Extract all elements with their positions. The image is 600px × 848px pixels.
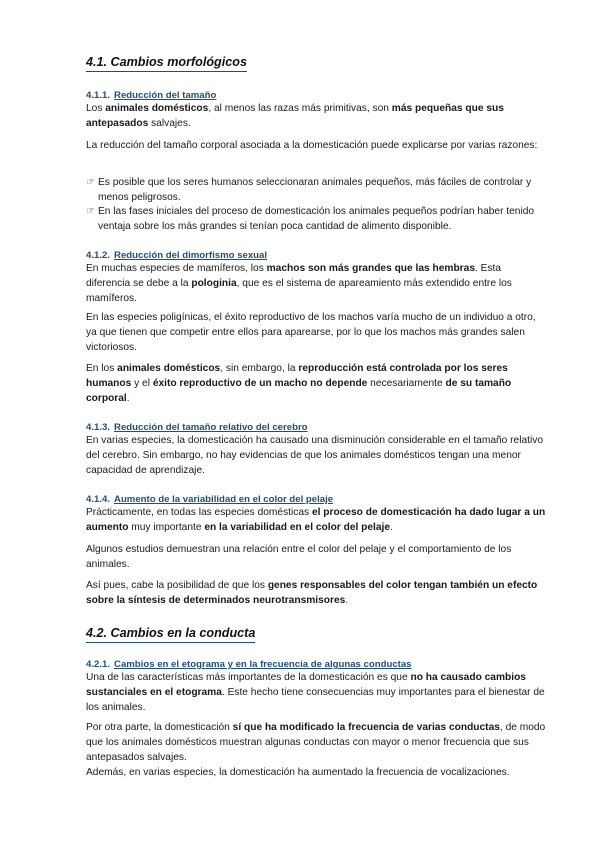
subsection-title: Reducción del tamaño	[114, 90, 217, 101]
subsection-title: Aumento de la variabilidad en el color del pelaje	[114, 494, 334, 505]
subsection-number: 4.1.1.	[86, 90, 111, 101]
list-item: ☞ Es posible que los seres humanos seleccionaran animales pequeños, más fáciles de controlar y menos peligrosos.	[86, 177, 532, 203]
subsection-title: Cambios en el etograma y en la frecuencia de algunas conductas	[114, 659, 412, 670]
paragraph: Una de las características más importantes de la domesticación es que no ha causado cambios sustanciales en el etograma. Este hecho tiene consecuencias muy importantes para el bienestar de los animales.	[86, 672, 545, 713]
subsection-title: Reducción del tamaño relativo del cerebro	[114, 422, 308, 433]
subsection-4-1-1-heading	[86, 90, 216, 101]
subsection-4-1-3-heading	[86, 422, 308, 433]
paragraph: Así pues, cabe la posibilidad de que los genes responsables del color tengan también un efecto sobre la síntesis de determinados neurotransmisores.	[86, 580, 538, 606]
pointing-hand-icon: ☞	[86, 177, 96, 188]
paragraph: En varias especies, la domesticación ha causado una disminución considerable en el tamaño relativo del cerebro. Sin embargo, no hay evidencias de que los animales domésticos tengan una menor capacidad de aprendizaje.	[86, 435, 544, 476]
subsection-title: Reducción del dimorfismo sexual	[114, 250, 268, 261]
paragraph: Algunos estudios demuestran una relación entre el color del pelaje y el comportamiento de los animales.	[86, 544, 512, 570]
paragraph: Por otra parte, la domesticación sí que ha modificado la frecuencia de varias conductas, de modo que los animales domésticos muestran algunas conductas con mayor o menor frecuencia que sus antepasados salvajes.	[86, 722, 546, 763]
pointing-hand-icon: ☞	[86, 206, 96, 217]
section-4-2-heading: 4.2. Cambios en la conducta	[86, 626, 255, 643]
section-4-1-heading: 4.1. Cambios morfológicos	[86, 55, 247, 72]
paragraph: En las especies poligínicas, el éxito reproductivo de los machos varía mucho de un individuo a otro, ya que tienen que competir entre ellos para aparearse, por lo que los machos más grandes salen victoriosos.	[86, 312, 536, 353]
paragraph: Además, en varias especies, la domesticación ha aumentado la frecuencia de vocalizaciones.	[86, 767, 510, 778]
subsection-4-2-1-heading	[86, 659, 412, 670]
subsection-number: 4.1.3.	[86, 422, 111, 433]
subsection-number: 4.2.1.	[86, 659, 111, 670]
subsection-number: 4.1.4.	[86, 494, 111, 505]
paragraph: Prácticamente, en todas las especies domésticas el proceso de domesticación ha dado lugar a un aumento muy importante en la variabilidad en el color del pelaje.	[86, 507, 546, 533]
subsection-number: 4.1.2.	[86, 250, 111, 261]
subsection-4-1-2-heading	[86, 250, 267, 261]
paragraph: La reducción del tamaño corporal asociada a la domesticación puede explicarse por varias razones:	[86, 140, 538, 151]
paragraph: En muchas especies de mamíferos, los machos son más grandes que las hembras. Esta diferencia se debe a la pologinia, que es el sistema de apareamiento más extendido entre los mamíferos.	[86, 263, 512, 304]
paragraph: En los animales domésticos, sin embargo, la reproducción está controlada por los seres humanos y el éxito reproductivo de un macho no depende necesariamente de su tamaño corporal.	[86, 363, 512, 404]
paragraph: Los animales domésticos, al menos las razas más primitivas, son más pequeñas que sus antepasados salvajes.	[86, 103, 504, 129]
list-item: ☞ En las fases iniciales del proceso de domesticación los animales pequeños podrían haber tenido ventaja sobre los más grandes si tenían poca cantidad de alimento disponible.	[86, 206, 535, 232]
subsection-4-1-4-heading	[86, 494, 333, 505]
